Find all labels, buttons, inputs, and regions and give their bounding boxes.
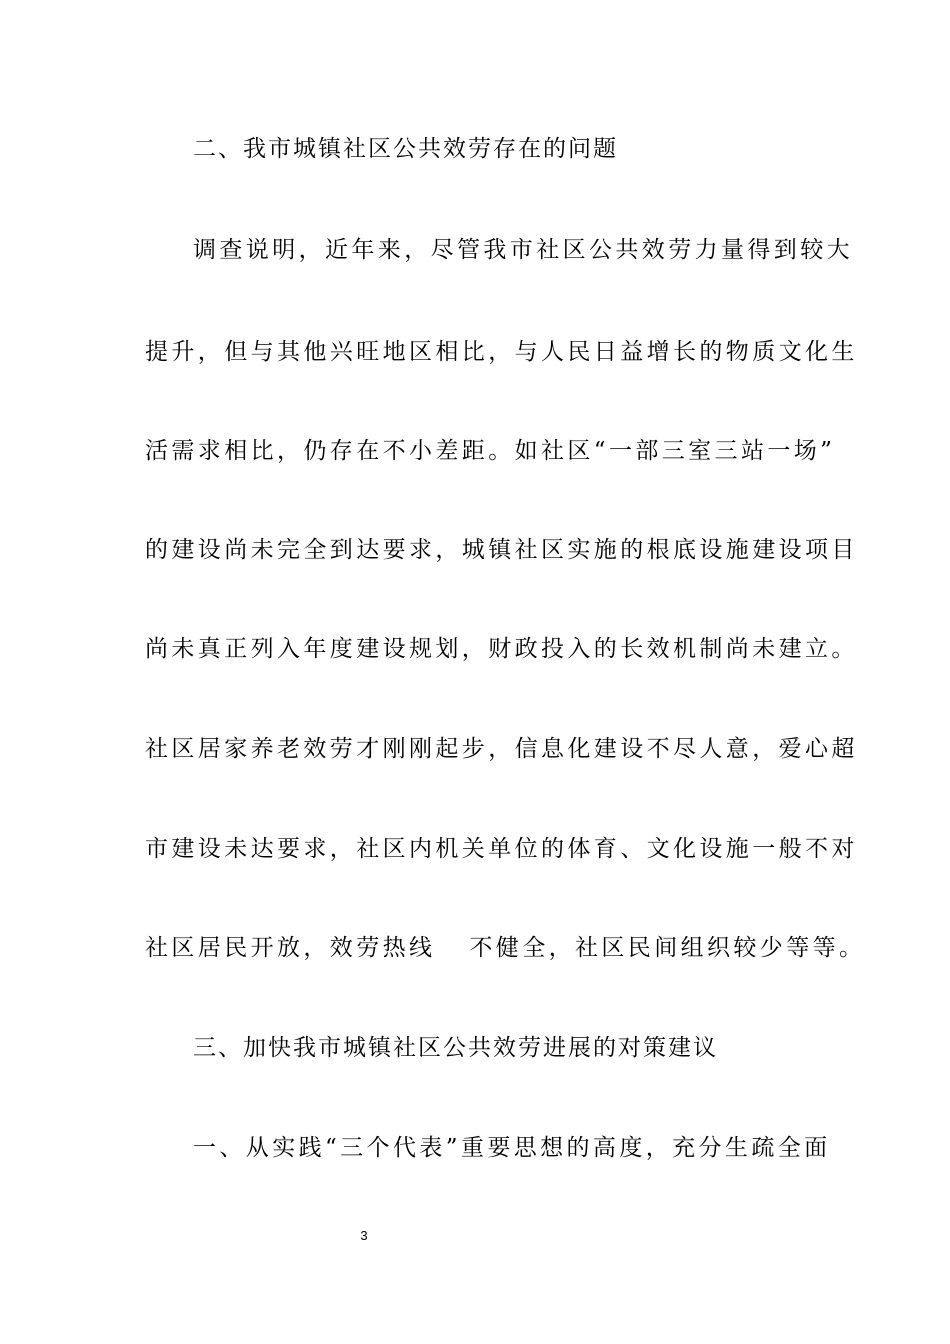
paragraph-text: 社区居民开放，效劳热线 <box>145 935 436 961</box>
paragraph-line <box>145 933 865 963</box>
paragraph-text: 不健全，社区民间组织较少等等。 <box>469 935 866 961</box>
paragraph-line: 的建设尚未完全到达要求，城镇社区实施的根底设施建设项目 <box>145 537 858 563</box>
paragraph-line: 提升，但与其他兴旺地区相比，与人民日益增长的物质文化生 <box>145 339 858 365</box>
paragraph-line: 调查说明，近年来，尽管我市社区公共效劳力量得到较大 <box>193 237 853 263</box>
section-heading: 三、加快我市城镇社区公共效劳进展的对策建议 <box>193 1035 718 1061</box>
paragraph-line: 尚未真正列入年度建设规划，财政投入的长效机制尚未建立。 <box>145 636 858 662</box>
paragraph-line: 市建设未达要求，社区内机关单位的体育、文化设施一般不对 <box>145 836 858 862</box>
page-number: 3 <box>360 1228 368 1243</box>
paragraph-line: 社区居家养老效劳才刚刚起步，信息化建设不尽人意，爱心超 <box>145 736 858 762</box>
paragraph-line: 一、从实践“三个代表”重要思想的高度，充分生疏全面 <box>193 1135 831 1161</box>
section-heading: 二、我市城镇社区公共效劳存在的问题 <box>193 136 618 162</box>
paragraph-line: 活需求相比，仍存在不小差距。如社区“一部三室三站一场” <box>145 438 836 464</box>
